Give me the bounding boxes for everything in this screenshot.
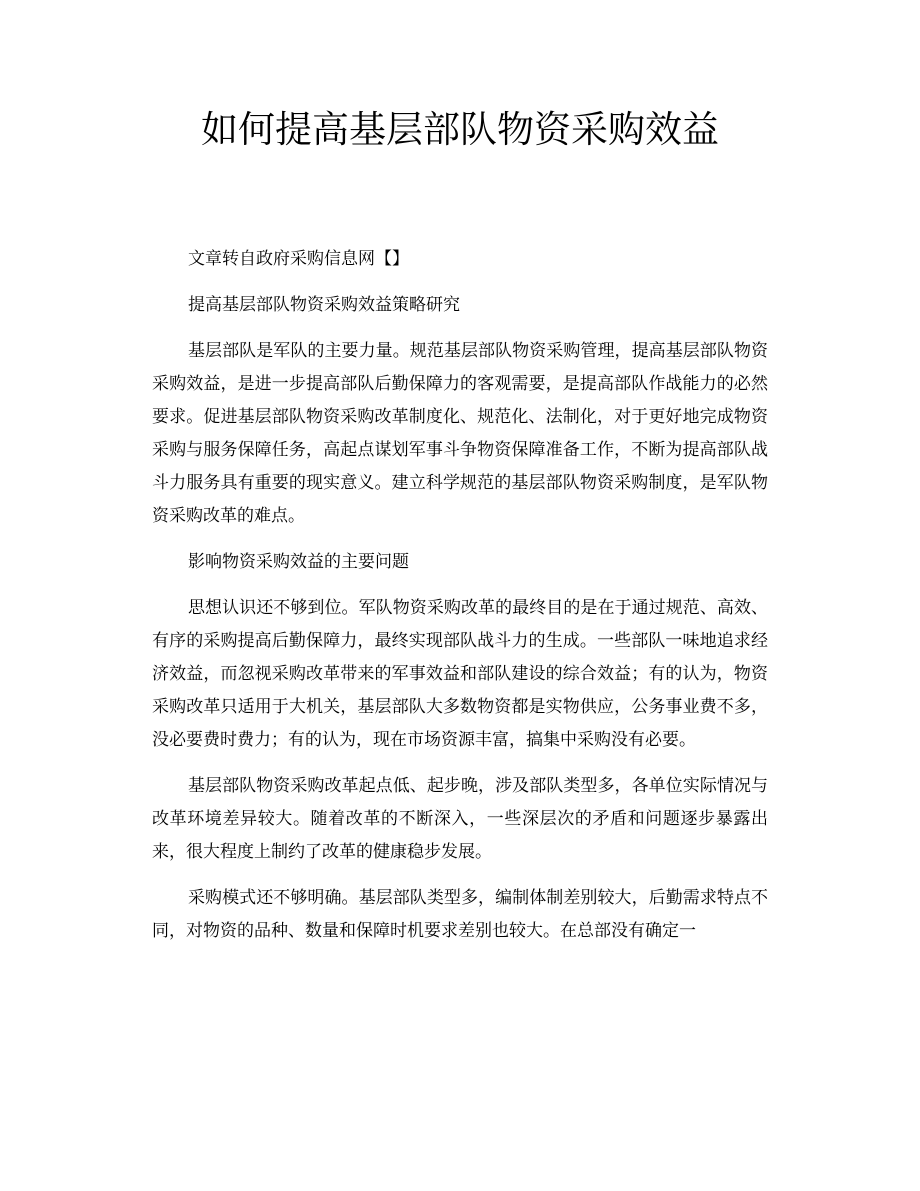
document-title: 如何提高基层部队物资采购效益 bbox=[201, 108, 719, 151]
paragraph: 基层部队是军队的主要力量。规范基层部队物资采购管理，提高基层部队物资采购效益，是进一步提高部队后勤保障力的客观需要，是提高部队作战能力的必然要求。促进基层部队物资采购改革制度化、规范化、法制化，对于更好地完成物资采购与服务保障任务，高起点谋划军事斗争物资保障准备工作，不断为提高部队战斗力服务具有重要的现实意义。建立科学规范的基层部队物资采购制度，是军队物资采购改革的难点。 bbox=[152, 341, 768, 526]
section-heading: 影响物资采购效益的主要问题 bbox=[188, 552, 409, 572]
section-heading: 提高基层部队物资采购效益策略研究 bbox=[188, 295, 460, 315]
paragraph: 基层部队物资采购改革起点低、起步晚，涉及部队类型多，各单位实际情况与改革环境差异较大。随着改革的不断深入，一些深层次的矛盾和问题逐步暴露出来，很大程度上制约了改革的健康稳步发展。 bbox=[152, 776, 768, 862]
paragraph: 采购模式还不够明确。基层部队类型多，编制体制差别较大，后勤需求特点不同，对物资的品种、数量和保障时机要求差别也较大。在总部没有确定一 bbox=[152, 888, 768, 941]
paragraph: 思想认识还不够到位。军队物资采购改革的最终目的是在于通过规范、高效、有序的采购提高后勤保障力，最终实现部队战斗力的生成。一些部队一味地追求经济效益，而忽视采购改革带来的军事效益和部队建设的综合效益；有的认为，物资采购改革只适用于大机关，基层部队大多数物资都是实物供应，公务事业费不多，没必要费时费力；有的认为，现在市场资源丰富，搞集中采购没有必要。 bbox=[152, 598, 768, 750]
document-body bbox=[152, 243, 768, 961]
source-note: 文章转自政府采购信息网【】 bbox=[188, 249, 409, 269]
